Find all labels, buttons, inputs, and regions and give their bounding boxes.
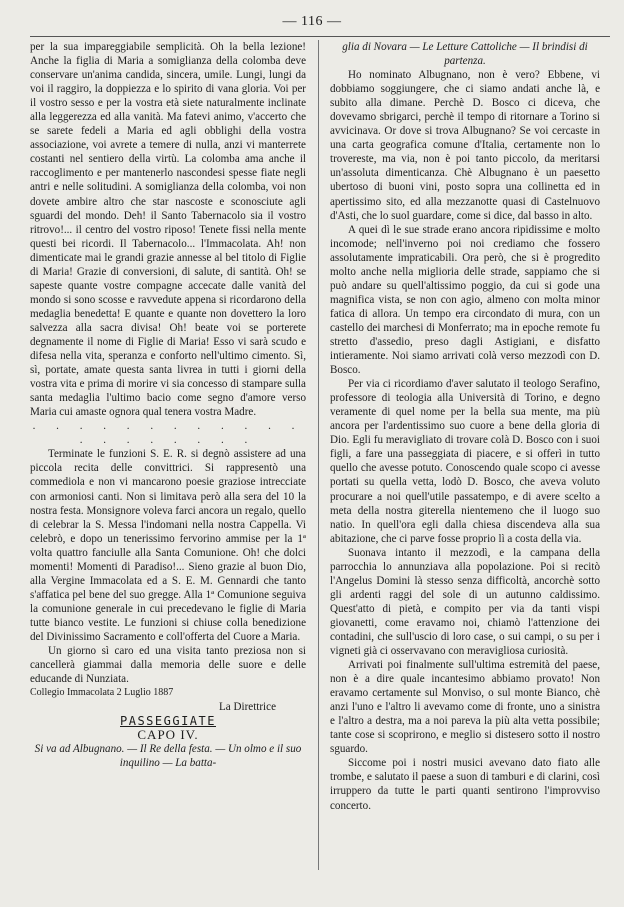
right-column [330,40,600,900]
header-rule [30,36,610,37]
chapter-subtitle: Si va ad Albugnano. — Il Re della festa. — Un olmo e il suo inquilino — La batta- [34,743,302,770]
column-divider [318,40,319,870]
right-paragraph-4: Suonava intanto il mezzodì, e la campana della parrocchia lo annunziava alla popolazione. Poi si recitò l'Angelus Domini là stesso senza difficoltà, ancorchè sotto gli ardenti raggi del sole di un autunno caldissimo. Quest'atto di pietà, e compito per via da tanti vispi giovanetti, come eravamo noi, chiamò l'attenzione dei contadini, che sull'uscio di loro case, o sui campi, o su per i vigneti già ci osservavano con meravigliosa curiosità. [330,546,600,658]
left-paragraph-1: per la sua impareggiabile semplicità. Oh la bella lezione! Anche la figlia di Maria a somiglianza della colomba deve conservare un'anima candida, sincera, umile. Lungi, lungi da voi il raggiro, la doppiezza e lo spirito di vana gloria. Voi per il vostro sesso e per la vostra età siete naturalmente inclinate alla leggerezza ed alla vanità. Ma fatevi animo, v'accerto che se sarete fedeli a Maria ed agli obblighi della vostra associazione, voi avrete a temere di nulla, anzi vi manterrete costanti nel sentiero della virtù. La colomba ama anche il raccoglimento e per mantenerlo nascondesi spesse fiate negli antri e nelle solitudini. A somiglianza della colomba, voi non dovete ambire altro che star nascoste e sconosciute agli sguardi del mondo. Deh! il Santo Tabernacolo sia il vostro ritrovo!... il centro del vostro riposo! Tenete fissi nella mente questi bei ricordi. Il Tabernacolo... l'Immacolata. Ah! non dimenticate mai le grandi grazie annesse al bel titolo di Figlie di Maria! Grazie di conversioni, di salute, di santità. Oh! se sapeste quante vostre compagne accecate dalle vanità del mondo si sono scosse e ravvedute appena si ricordarono della medaglia benedetta! E quante e quante non dovettero la loro salvezza alla sacra divisa! Oh! beate voi se porterete degnamente il nome di Figlie di Maria! Esso vi sarà scudo e difesa nella vita, speranza e conforto nell'ultimo cimento. Sì, sì, portate, amate questa santa livrea in tutti i giorni della vostra vita e prima di morire vi sia concesso di stampare sulla santa medaglia l'ultimo bacio come segno d'amore verso Maria cui amaste ognora qual tenera vostra Madre. [30,41,306,419]
ellipsis-separator: . . . . . . . . . . . . . . . . . . . . [32,420,304,447]
chapter-subtitle-continued: glia di Novara — Le Letture Cattoliche — Il brindisi di partenza. [342,41,588,68]
right-paragraph-3: Per via ci ricordiamo d'aver salutato il teologo Serafino, professore di teologia alla Università di Torino, e degno veramente di quel nome per la bella sua mente, ma più ancora per l'ardentissimo suo cuore a bene della gloria di Dio. Egli fu meravigliato di trovare colà D. Bosco con i suoi figli, a fare una passeggiata di piacere, e si offerì in tutto quello che avesse potuto. Conoscendo quale scopo ci avesse portati su quella vetta, lodò D. Bosco, che aveva voluto procurare a noi quell'utile passatempo, e di avere scelto a meta della nostra giterella nientemeno che il luogo suo natio. In quell'ora egli dalla chiesa discendeva alla sua abitazione, che ci parve fosse proprio lì a costa della via. [330,378,600,545]
left-paragraph-3: Un giorno sì caro ed una visita tanto preziosa non si cancellerà giammai dalla memoria delle suore e delle educande di Nunziata. [30,645,306,686]
chapter-heading: CAPO IV. [137,727,199,743]
signature-name: La Direttrice [219,701,276,714]
left-paragraph-2: Terminate le funzioni S. E. R. si degnò assistere ad una piccola recita delle convittrici. Si rappresentò una commediola e non vi mancarono poesie graziose intrecciate con armoniosi canti. Non si limitava però alla sera del 10 la nostra festa. Monsignore voleva farci ancora un regalo, quello di celebrar la S. Messa l'indomani nella nostra Cappella. Vi celebrò, e dopo un tenerissimo fervorino ammise per la 1ª volta quattro fanciulle alla Santa Comunione. Oh! che dolci momenti! Momenti di Paradiso!... Sieno grazie al buon Dio, alla Vergine Immacolata ed a S. E. M. Gennardi che tanto s'affatica pel bene del suo gregge. Alla 1ª Comunione seguiva la comunione generale in cui precedevano le figlie di Maria tutte bianco vestite. Le funzioni si chiuse colla benedizione del Divinissimo Sacramento e coll'offerta del Cuore a Maria. [30,448,306,643]
right-paragraph-6: Siccome poi i nostri musici avevano dato fiato alle trombe, e salutato il paese a suon di tamburi e di clarini, così irruppero da tutte le parti quanti sentirono l'improvviso concerto. [330,757,600,812]
right-paragraph-2: A quei dì le sue strade erano ancora ripidissime e molto incomode; nell'inverno poi noi crediamo che fossero assolutamente impraticabili. Ora però, che si è progredito molto anche nella miglioria delle strade, sappiamo che si può andare su quell'altissimo poggio, da cui si gode una magnifica vista, se non con agio, almeno con molta minor fatica di allora. Un tempo era circondato di mura, con un castello dei marchesi di Monferrato; ma in epoche remote fu stretto d'assedio, preso dagli Astigiani, e disfatto intieramente. Noi siamo arrivati colà verso mezzodì con D. Bosco. [330,223,600,377]
right-paragraph-1: Ho nominato Albugnano, non è vero? Ebbene, vi dobbiamo soggiungere, che ci siamo andati anche là, e subito alla dimane. Perchè D. Bosco ci diceva, che dovevamo sbrigarci, perchè il tempo di ritornare a Torino si avvicinava. Or dove si trova Albugnano? Se voi cercaste in una carta geografica comune d'Italia, certamente non lo trovereste, ma via, non è poi tanto piccolo, da meritarsi un'assoluta dimenticanza. Chè Albugnano è un paesetto ubertoso di buoni vini, posto sopra una collinetta ed in apertissimo sito, ed alla mezzanotte quasi di Castelnuovo d'Asti, che lo suol guardare, come si dice, dal basso in alto. [330,69,600,222]
signature-place-date: Collegio Immacolata 2 Luglio 1887 [30,687,174,699]
section-title: PASSEGGIATE [120,714,216,729]
page-number: — 116 — [282,14,342,29]
right-paragraph-5: Arrivati poi finalmente sull'ultima estremità del paese, non è a dire quale incantesimo abbiamo provato! Non eravamo certamente sul Monviso, o sul monte Bianco, chè anzi l'uno e l'altro li avevamo come di fronte, uno a sinistra e l'altro a destra, ma a noi pareva la più alta vetta possibile; tante cose si scoprirono, e meglio si distesero sotto il nostro sguardo. [330,659,600,756]
left-column [30,40,306,900]
